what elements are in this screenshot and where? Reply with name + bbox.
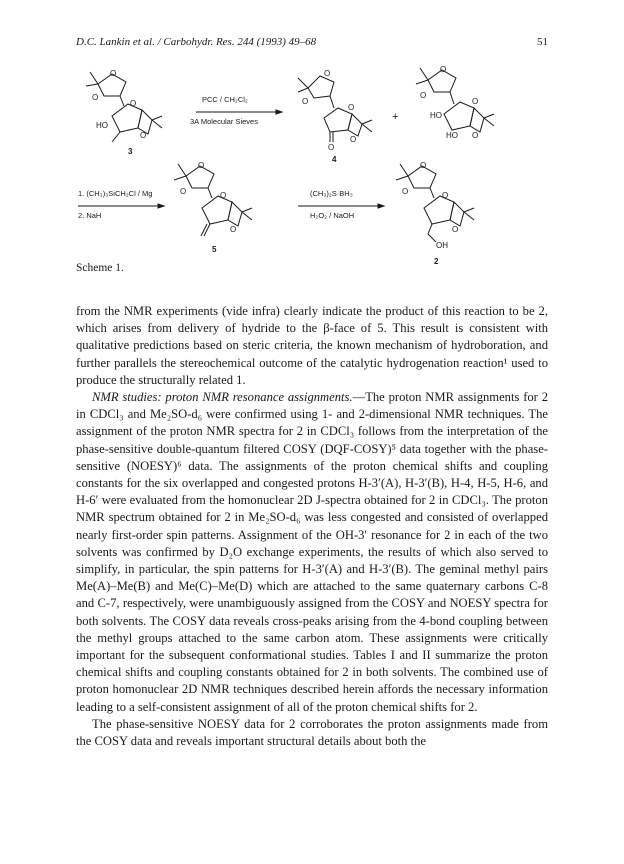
atom-o: O: [348, 103, 355, 112]
atom-o: O: [130, 99, 137, 108]
atom-ho: HO: [96, 121, 108, 130]
atom-o: O: [452, 225, 459, 234]
compound-5-structure: [174, 161, 252, 236]
reagent-sieves: 3A Molecular Sieves: [190, 117, 258, 126]
atom-o: O: [420, 161, 427, 170]
atom-o: O: [472, 97, 479, 106]
compound-3-label: 3: [128, 147, 133, 156]
paragraph-3: The phase-sensitive NOESY data for 2 corroborates the proton assignments made from the COSY data and reveals important structural details about both the: [76, 716, 548, 749]
scheme-caption: Scheme 1.: [76, 262, 124, 274]
paragraph-1: from the NMR experiments (vide infra) clearly indicate the product of this reaction to be 2, which arises from delivery of hydride to the β-face of 5. This result is consistent with qualitative predictions based on steric criteria, the known mechanism of hydroboration, and further parallels the stereochemical outcome of the catalytic hydrogenation reaction¹ used to produce the structurally related 1.: [76, 304, 548, 387]
atom-o: O: [420, 91, 427, 100]
arrow-step-3: [298, 204, 384, 208]
reaction-scheme: [76, 58, 556, 280]
scheme-drawing: [76, 58, 556, 280]
atom-o: O: [220, 191, 227, 200]
compound-3-structure: [86, 69, 162, 142]
running-header: [76, 36, 548, 48]
atom-o: O: [140, 131, 147, 140]
compound-2-label: 2: [434, 257, 439, 266]
compound-4-label: 4: [332, 155, 337, 164]
section-heading: NMR studies: proton NMR resonance assignments.: [92, 390, 353, 405]
atom-o: O: [324, 69, 331, 78]
plus-sign: +: [392, 111, 399, 123]
atom-o: O: [110, 69, 117, 78]
compound-2-structure: [396, 161, 474, 250]
atom-ho: HO: [430, 111, 442, 120]
reagent-nah: 2. NaH: [78, 211, 102, 220]
arrow-step-1: [196, 110, 282, 114]
running-title: D.C. Lankin et al. / Carbohydr. Res. 244 (1993) 49–68: [76, 36, 317, 48]
atom-o: O: [230, 225, 237, 234]
atom-o: O: [440, 65, 447, 74]
reagent-pcc: PCC / CH₂Cl₂: [202, 95, 248, 104]
atom-o: O: [92, 93, 99, 102]
page-number: 51: [537, 36, 548, 48]
atom-o: O: [350, 135, 357, 144]
compound-5-label: 5: [212, 245, 217, 254]
compound-4-structure: [298, 69, 372, 152]
paragraph-2-text: —The proton NMR assignments for 2 in CDCl₃ and Me₂SO-d₆ were confirmed using 1- and 2-dimensional NMR techniques. The assignment of the proton NMR spectra for 2 in CDCl₃ follows from the interpretation of the phase-sensitive double-quantum filtered COSY (DQF-COSY)⁵ data together with the phase-sensitive (NOESY)⁶ data. The assignments of the proton chemical shifts and coupling constants for the six overlapped and congested protons H-3′(A), H-3′(B), H-4, H-5, H-6, and H-6′ were evaluated from the homonuclear 2D J-spectra obtained for 2 in CDCl₃. The proton NMR spectrum obtained for 2 in Me₂SO-d₆ was less congested and consisted of overlapped nearly first-order spin patterns. Assignment of the OH-3′ resonance for 2 in each of the two solvents was confirmed by D₂O exchange experiments, the results of which also served to simplify, in particular, the spin patterns for H-3′(A) and H-3′(B). The geminal methyl pairs Me(A)–Me(B) and Me(C)–Me(D) which are attached to the same quaternary carbons C-8 and C-7, respectively, were unambiguously assigned from the COSY and NOESY spectra for both solvents. The COSY data reveals cross-peaks arising from the 4-bond coupling between the methyl groups attached to the same carbon atom. These assignments were critically important for the subsequent conformational studies. Tables I and II summarize the proton chemical shifts and coupling constants obtained for 2 in both solvents. The combined use of proton homonuclear 2D NMR techniques described herein affords the necessary information leading to a self-consistent assignment of all of the proton chemical shifts for 2.: [76, 390, 548, 714]
atom-o: O: [180, 187, 187, 196]
compound-3-epimer-structure: [416, 65, 494, 140]
reagent-peroxide: H₂O₂ / NaOH: [310, 211, 355, 220]
atom-o: O: [472, 131, 479, 140]
paragraph-2: [76, 389, 548, 716]
atom-o: O: [302, 97, 309, 106]
atom-ho: HO: [446, 131, 458, 140]
body-text: [76, 303, 548, 750]
arrow-step-2: [78, 204, 164, 208]
reagent-grignard: 1. (CH₃)₃SiCH₂Cl / Mg: [78, 189, 153, 198]
atom-oh: OH: [436, 241, 448, 250]
reagent-borane: (CH₃)₂S·BH₃: [310, 189, 353, 198]
atom-o: O: [442, 191, 449, 200]
atom-o: O: [328, 143, 335, 152]
atom-o: O: [198, 161, 205, 170]
atom-o: O: [402, 187, 409, 196]
